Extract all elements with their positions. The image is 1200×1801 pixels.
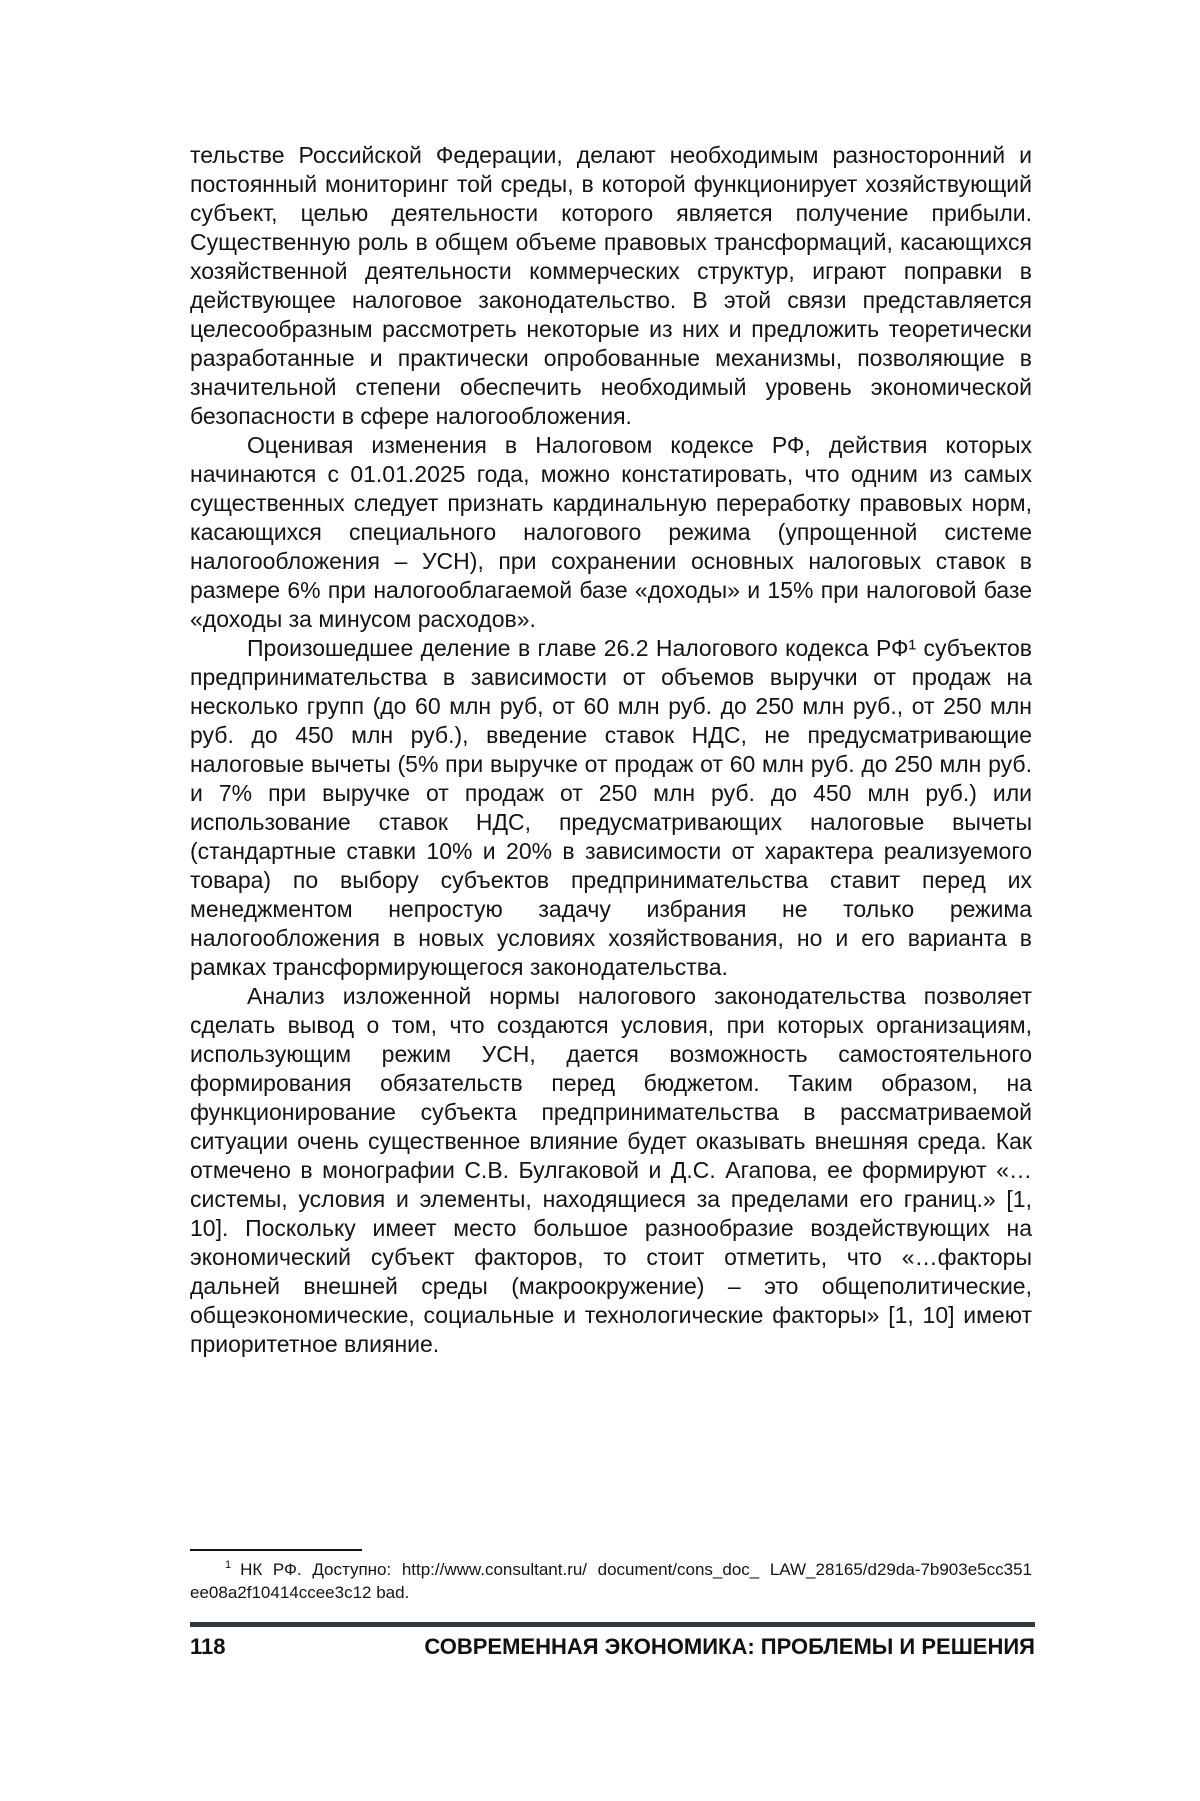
footnote-separator	[190, 1549, 362, 1551]
journal-title: СОВРЕМЕННАЯ ЭКОНОМИКА: ПРОБЛЕМЫ И РЕШЕНИЯ	[424, 1634, 1035, 1659]
footer-rule	[190, 1622, 1035, 1627]
footnote	[190, 1558, 1032, 1604]
footnote-marker: 1	[225, 1559, 232, 1572]
page-number: 118	[190, 1634, 226, 1659]
body-paragraph-3: Произошедшее деление в главе 26.2 Налогового кодекса РФ¹ субъектов предпринимательства в зависимости от объемов выручки от продаж на несколько групп (до 60 млн руб, от 60 млн руб. до 250 млн руб., от 250 млн руб. до 450 млн руб.), введение ставок НДС, не предусматривающие налоговые вычеты (5% при выручке от продаж от 60 млн руб. до 250 млн руб. и 7% при выручке от продаж от 250 млн руб. до 450 млн руб.) или использование ставок НДС, предусматривающих налоговые вычеты (стандартные ставки 10% и 20% в зависимости от характера реализуемого товара) по выбору субъектов предпринимательства ставит перед их менеджментом непростую задачу избрания не только режима налогообложения в новых условиях хозяйствования, но и его варианта в рамках трансформирующегося законодательства.	[190, 635, 1032, 980]
footnote-section	[190, 1549, 1032, 1604]
body-paragraph-2: Оценивая изменения в Налоговом кодексе РФ, действия которых начинаются с 01.01.2025 года, можно констатировать, что одним из самых существенных следует признать кардинальную переработку правовых норм, касающихся специального налогового режима (упрощенной системе налогообложения – УСН), при сохранении основных налоговых ставок в размере 6% при налогооблагаемой базе «доходы» и 15% при налоговой базе «доходы за минусом расходов».	[190, 432, 1032, 632]
body-text	[190, 141, 1032, 1359]
page-footer	[190, 1622, 1035, 1660]
body-paragraph-1: тельстве Российской Федерации, делают необходимым разносторонний и постоянный мониторинг той среды, в которой функционирует хозяйствующий субъект, целью деятельности которого является получение прибыли. Существенную роль в общем объеме правовых трансформаций, касающихся хозяйственной деятельности коммерческих структур, играют поправки в действующее налоговое законодательство. В этой связи представляется целесообразным рассмотреть некоторые из них и предложить теоретически разработанные и практически опробованные механизмы, позволяющие в значительной степени обеспечить необходимый уровень экономической безопасности в сфере налогообложения.	[190, 142, 1032, 429]
footnote-text: НК РФ. Доступно: http://www.consultant.ru/ document/cons_doc_ LAW_28165/d29da-7b903e5cc351 ee08a2f10414ccee3c12 bad.	[190, 1560, 1032, 1602]
body-paragraph-4: Анализ изложенной нормы налогового законодательства позволяет сделать вывод о том, что создаются условия, при которых организациям, использующим режим УСН, дается возможность самостоятельного формирования обязательств перед бюджетом. Таким образом, на функционирование субъекта предпринимательства в рассматриваемой ситуации очень существенное влияние будет оказывать внешняя среда. Как отмечено в монографии С.В. Булгаковой и Д.С. Агапова, ее формируют «… системы, условия и элементы, находящиеся за пределами его границ.» [1, 10]. Поскольку имеет место большое разнообразие воздействующих на экономический субъект факторов, то стоит отметить, что «…факторы дальней внешней среды (макроокружение) – это общеполитические, общеэкономические, социальные и технологические факторы» [1, 10] имеют приоритетное влияние.	[190, 983, 1032, 1357]
footer-row	[190, 1634, 1035, 1660]
